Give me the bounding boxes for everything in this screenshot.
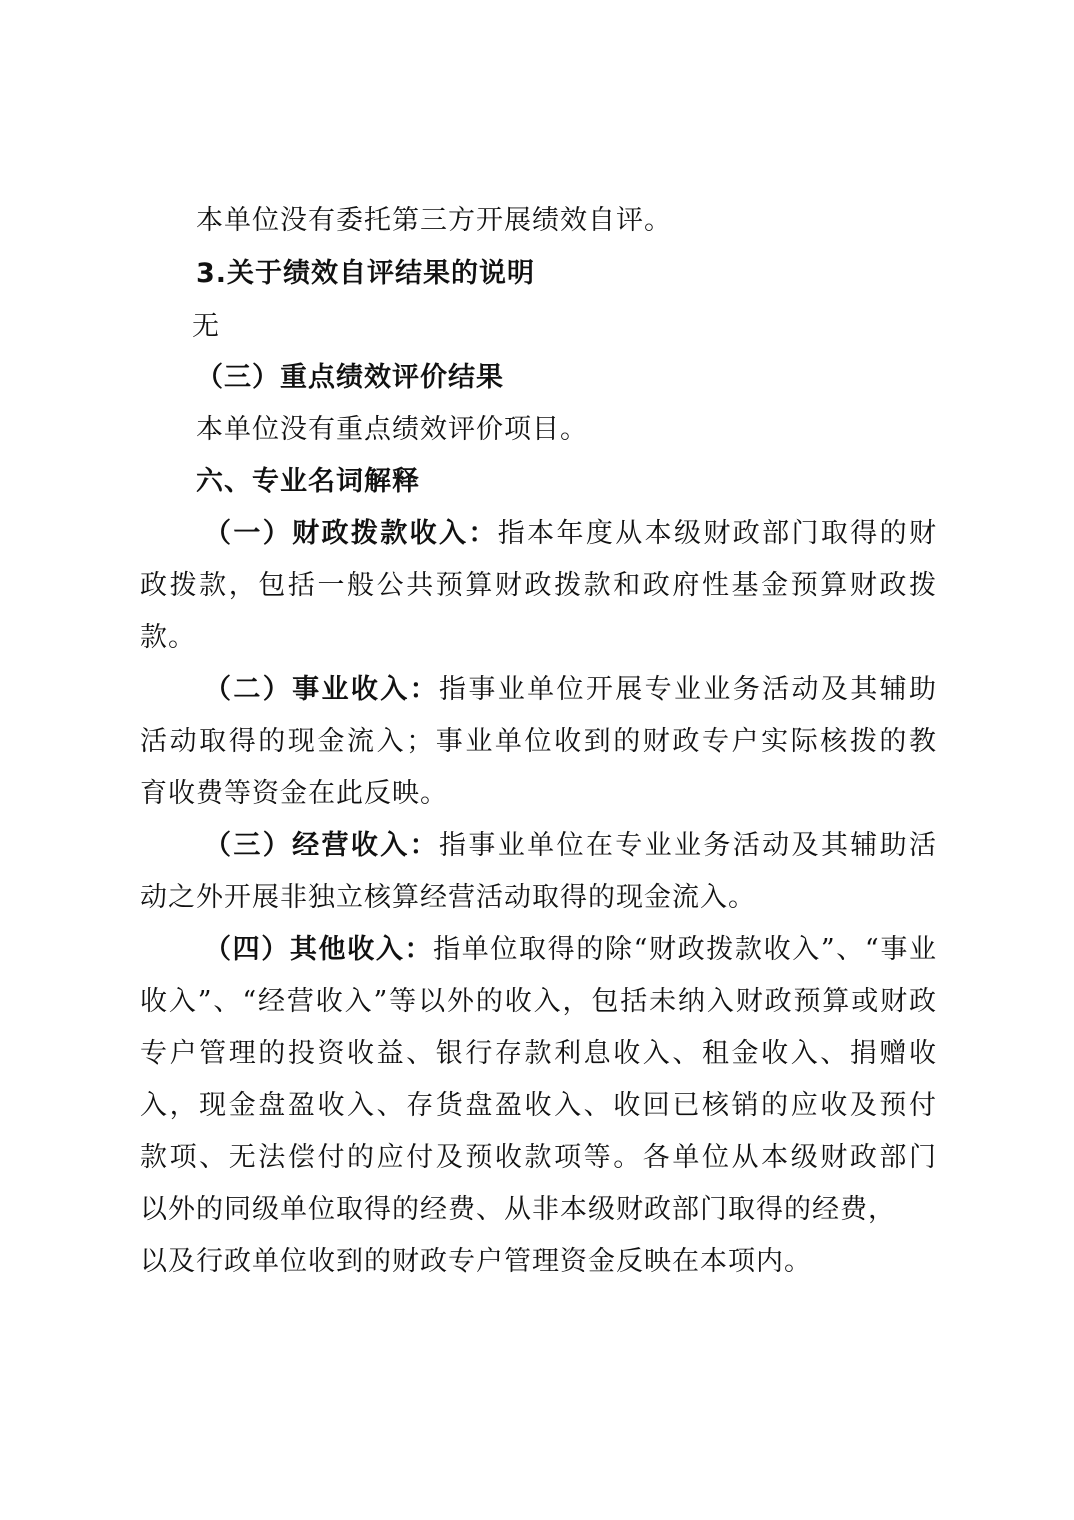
- paragraph-no-key-eval: 本单位没有重点绩效评价项目。: [196, 414, 588, 445]
- term-other-income-title: （四）其他收入：: [204, 934, 434, 965]
- term-other-income-line-3: 专户管理的投资收益、银行存款利息收入、租金收入、捐赠收: [140, 1038, 936, 1069]
- term-operating-income-title: （三）经营收入：: [204, 830, 439, 861]
- term-business-income-line-2: 活动取得的现金流入；事业单位收到的财政专户实际核拨的教: [140, 726, 936, 757]
- term-fiscal-allocation-line-3: 款。: [140, 622, 196, 653]
- term-business-income-line-3: 育收费等资金在此反映。: [140, 778, 448, 809]
- paragraph-no-third-party: 本单位没有委托第三方开展绩效自评。: [196, 205, 672, 236]
- term-business-income-line-1: （二）事业收入：指事业单位开展专业业务活动及其辅助: [204, 674, 936, 705]
- term-operating-income-line-2: 动之外开展非独立核算经营活动取得的现金流入。: [140, 882, 756, 913]
- term-fiscal-allocation-title: （一）财政拨款收入：: [204, 518, 498, 549]
- term-operating-income-line-1: （三）经营收入：指事业单位在专业业务活动及其辅助活: [204, 830, 936, 861]
- term-other-income-line-6: 以外的同级单位取得的经费、从非本级财政部门取得的经费，: [140, 1194, 896, 1225]
- term-other-income-line-1: （四）其他收入：指单位取得的除“财政拨款收入”、“事业: [204, 934, 936, 965]
- heading-self-eval-results: 3.关于绩效自评结果的说明: [196, 258, 536, 289]
- heading-terms: 六、专业名词解释: [196, 466, 420, 497]
- term-fiscal-allocation-line-2: 政拨款，包括一般公共预算财政拨款和政府性基金预算财政拨: [140, 570, 936, 601]
- paragraph-none: 无: [192, 311, 220, 342]
- term-other-income-line-5: 款项、无法偿付的应付及预收款项等。各单位从本级财政部门: [140, 1142, 936, 1173]
- term-other-income-line-2: 收入”、“经营收入”等以外的收入，包括未纳入财政预算或财政: [140, 986, 936, 1017]
- term-business-income-title: （二）事业收入：: [204, 674, 439, 705]
- heading-key-eval-results: （三）重点绩效评价结果: [196, 362, 504, 393]
- term-fiscal-allocation-line-1: （一）财政拨款收入：指本年度从本级财政部门取得的财: [204, 518, 936, 549]
- term-other-income-line-4: 入，现金盘盈收入、存货盘盈收入、收回已核销的应收及预付: [140, 1090, 936, 1121]
- term-other-income-line-7: 以及行政单位收到的财政专户管理资金反映在本项内。: [140, 1246, 812, 1277]
